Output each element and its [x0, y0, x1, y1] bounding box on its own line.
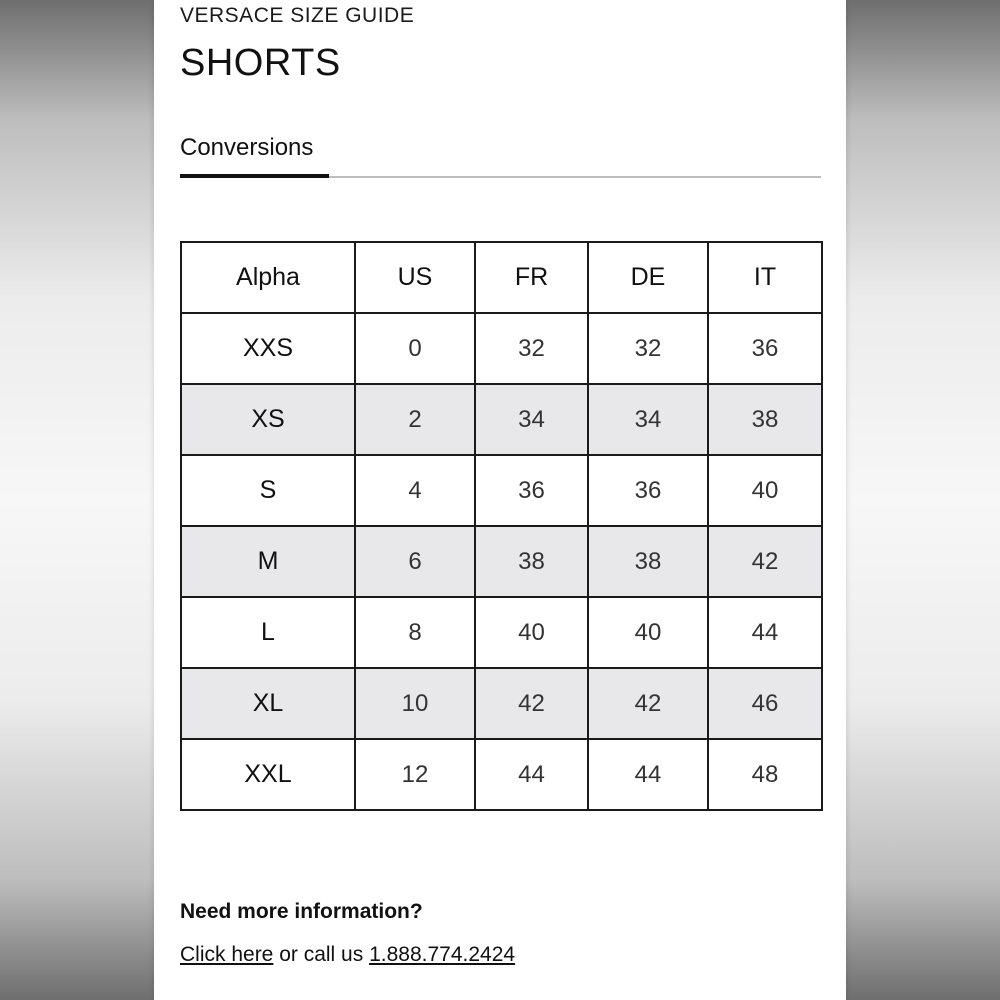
click-here-link[interactable]: Click here	[180, 943, 274, 966]
help-heading: Need more information?	[180, 900, 423, 923]
cell-fr: 44	[475, 739, 588, 810]
cell-it: 42	[708, 526, 822, 597]
cell-de: 34	[588, 384, 708, 455]
brand-label: VERSACE SIZE GUIDE	[180, 4, 415, 27]
cell-alpha: S	[181, 455, 355, 526]
cell-alpha: L	[181, 597, 355, 668]
cell-it: 40	[708, 455, 822, 526]
cell-alpha: XXL	[181, 739, 355, 810]
column-header-us: US	[355, 242, 475, 313]
call-us-text: or call us	[273, 943, 370, 966]
cell-alpha: M	[181, 526, 355, 597]
cell-fr: 34	[475, 384, 588, 455]
phone-link[interactable]: 1.888.774.2424	[369, 943, 516, 966]
cell-fr: 38	[475, 526, 588, 597]
table-row	[181, 384, 822, 455]
column-header-de: DE	[588, 242, 708, 313]
page-title: SHORTS	[180, 42, 341, 84]
cell-de: 44	[588, 739, 708, 810]
cell-de: 32	[588, 313, 708, 384]
column-header-fr: FR	[475, 242, 588, 313]
cell-it: 44	[708, 597, 822, 668]
contact-line	[180, 943, 515, 967]
cell-us: 2	[355, 384, 475, 455]
column-header-it: IT	[708, 242, 822, 313]
table-row	[181, 597, 822, 668]
cell-de: 40	[588, 597, 708, 668]
table-row	[181, 526, 822, 597]
tab-conversions[interactable]: Conversions	[180, 132, 329, 178]
cell-us: 6	[355, 526, 475, 597]
cell-fr: 32	[475, 313, 588, 384]
cell-fr: 36	[475, 455, 588, 526]
size-guide-page	[154, 0, 846, 1000]
table-header-row	[181, 242, 822, 313]
cell-us: 8	[355, 597, 475, 668]
table-row	[181, 455, 822, 526]
cell-us: 12	[355, 739, 475, 810]
tab-bar	[180, 132, 821, 178]
cell-alpha: XS	[181, 384, 355, 455]
cell-it: 36	[708, 313, 822, 384]
size-conversion-table	[180, 241, 823, 811]
table-row	[181, 313, 822, 384]
cell-alpha: XXS	[181, 313, 355, 384]
cell-it: 38	[708, 384, 822, 455]
cell-fr: 40	[475, 597, 588, 668]
cell-us: 0	[355, 313, 475, 384]
cell-de: 36	[588, 455, 708, 526]
cell-us: 10	[355, 668, 475, 739]
cell-fr: 42	[475, 668, 588, 739]
table-row	[181, 739, 822, 810]
table-row	[181, 668, 822, 739]
cell-it: 46	[708, 668, 822, 739]
cell-us: 4	[355, 455, 475, 526]
cell-de: 42	[588, 668, 708, 739]
cell-it: 48	[708, 739, 822, 810]
cell-de: 38	[588, 526, 708, 597]
cell-alpha: XL	[181, 668, 355, 739]
column-header-alpha: Alpha	[181, 242, 355, 313]
